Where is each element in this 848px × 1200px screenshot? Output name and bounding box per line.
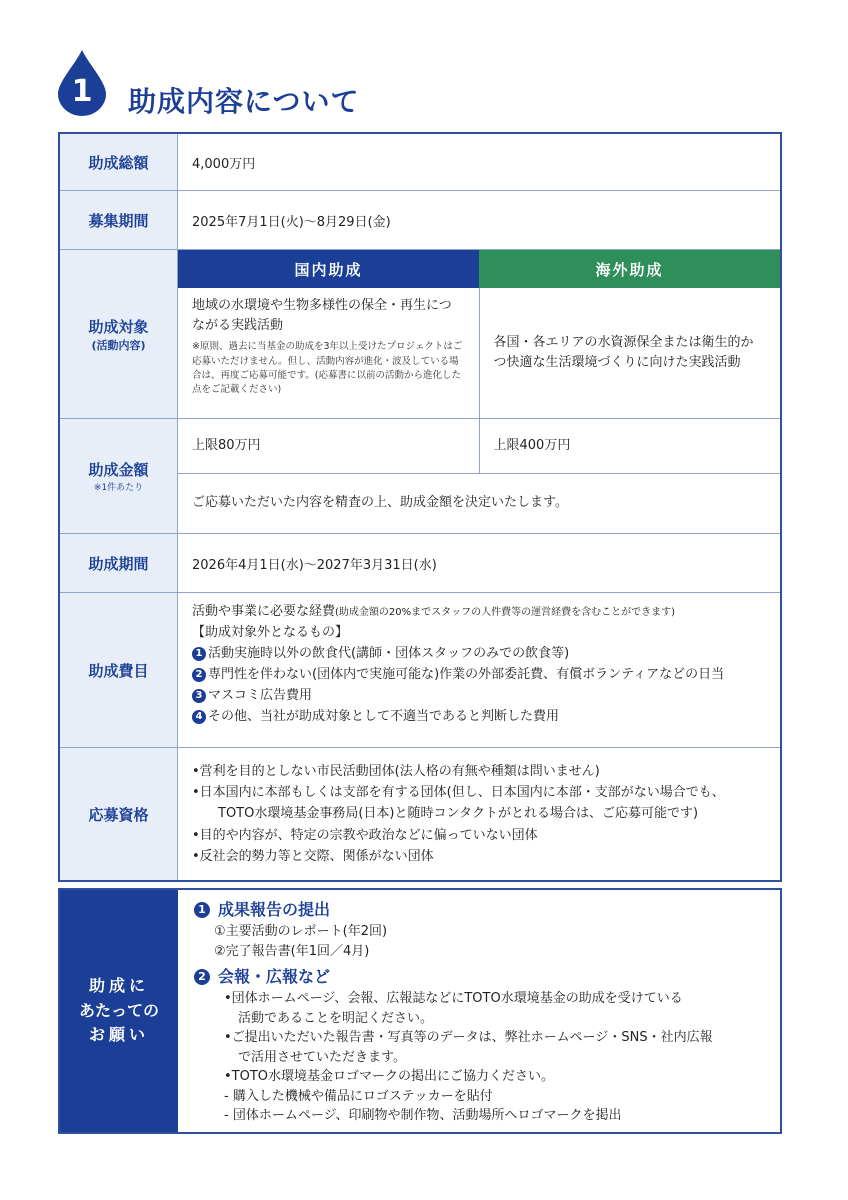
value-total: 4,000万円 bbox=[192, 156, 256, 172]
heading-text: 会報・広報など bbox=[218, 967, 331, 986]
request-label-line: あたっての bbox=[78, 1000, 159, 1020]
domestic-target bbox=[178, 288, 480, 418]
list-item: •ご提出いただいた報告書・写真等のデータは、弊社ホームページ・SNS・社内広報 bbox=[224, 1030, 713, 1045]
number-badge: 1 bbox=[192, 647, 206, 661]
overseas-header: 海外助成 bbox=[479, 250, 780, 288]
expense-item-text: その他、当社が助成対象として不適当であると判断した費用 bbox=[208, 709, 560, 725]
list-item: •目的や内容が、特定の宗教や政治などに偏っていない団体 bbox=[192, 827, 538, 843]
number-badge: 4 bbox=[192, 710, 206, 724]
request-label bbox=[60, 890, 178, 1132]
label-amount bbox=[60, 419, 178, 533]
row-eligibility bbox=[60, 747, 780, 880]
domestic-amount: 上限80万円 bbox=[178, 419, 480, 473]
expense-item-text: 専門性を伴わない(団体内で実施可能な)作業の外部委託費、有償ボランティアなどの日当 bbox=[208, 667, 725, 683]
label-amount-main: 助成金額 bbox=[88, 461, 149, 479]
page-title: 助成内容について bbox=[128, 85, 360, 118]
expenses-list bbox=[178, 593, 738, 747]
domestic-target-text: 地域の水環境や生物多様性の保全・再生につながる実践活動 bbox=[192, 298, 452, 334]
list-item: TOTO水環境基金事務局(日本)と随時コンタクトがとれる場合は、ご応募可能です) bbox=[218, 806, 699, 822]
excluded-title: 【助成対象外となるもの】 bbox=[192, 625, 349, 641]
label-target-sub: (活動内容) bbox=[91, 338, 146, 352]
expense-item-text: 活動実施時以外の飲食代(講師・団体スタッフのみでの飲食等) bbox=[208, 646, 570, 662]
list-item bbox=[192, 685, 724, 706]
section-heading-pr bbox=[194, 965, 768, 989]
domestic-target-note: ※原則、過去に当基金の助成を3年以上受けたプロジェクトはご応募いただけません。但し、活動内容が進化・波及している場合は、再度ご応募可能です。(応募書に以前の活動から進化した点をご記載ください) bbox=[192, 341, 463, 396]
request-label-line: お願い bbox=[88, 1025, 149, 1045]
amount-split bbox=[178, 419, 780, 533]
label-period: 募集期間 bbox=[60, 191, 178, 249]
list-item: - 団体ホームページ、印刷物や制作物、活動場所へロゴマークを掲出 bbox=[224, 1108, 622, 1123]
eligibility-list bbox=[178, 748, 739, 880]
list-item bbox=[192, 706, 724, 727]
overseas-amount: 上限400万円 bbox=[493, 437, 571, 453]
row-amount bbox=[60, 418, 780, 533]
list-item: •営利を目的としない市民活動団体(法人格の有無や種類は問いません) bbox=[192, 764, 600, 780]
value-grant-period: 2026年4月1日(水)～2027年3月31日(水) bbox=[192, 557, 437, 573]
domestic-header: 国内助成 bbox=[178, 250, 479, 288]
section-heading-report bbox=[194, 898, 768, 922]
request-content bbox=[178, 890, 780, 1132]
list-item: •日本国内に本部もしくは支部を有する団体(但し、日本国内に本部・支部がない場合でも、 bbox=[192, 785, 725, 801]
row-target bbox=[60, 249, 780, 418]
label-target-main: 助成対象 bbox=[88, 317, 149, 336]
expense-item-text: マスコミ広告費用 bbox=[208, 688, 313, 704]
list-item: ②完了報告書(年1回／4月) bbox=[214, 943, 370, 959]
number-badge: 3 bbox=[192, 689, 206, 703]
overseas-target-text: 各国・各エリアの水資源保全または衛生的かつ快適な生活環境づくりに向けた実践活動 bbox=[493, 334, 754, 370]
target-split bbox=[178, 250, 780, 418]
amount-note: ご応募いただいた内容を精査の上、助成金額を決定いたします。 bbox=[192, 495, 568, 511]
heading-text: 成果報告の提出 bbox=[218, 900, 331, 919]
number-badge: 2 bbox=[192, 668, 206, 682]
number-badge: 1 bbox=[194, 902, 210, 918]
row-grant-period bbox=[60, 533, 780, 592]
expenses-lead-sub: (助成金額の20%までスタッフの人件費等の運営経費を含むことができます) bbox=[335, 607, 676, 618]
list-item: ①主要活動のレポート(年2回) bbox=[214, 924, 388, 939]
overseas-target bbox=[480, 288, 781, 418]
list-item: - 購入した機械や備品にロゴステッカーを貼付 bbox=[224, 1088, 493, 1104]
list-item: で活用させていただきます。 bbox=[238, 1049, 406, 1065]
label-grant-period: 助成期間 bbox=[60, 534, 178, 592]
expenses-lead-line bbox=[192, 601, 724, 622]
grant-details-table bbox=[58, 132, 782, 882]
expenses-lead: 活動や事業に必要な経費 bbox=[192, 604, 336, 619]
section-number: 1 bbox=[71, 74, 93, 109]
list-item: 活動であることを明記ください。 bbox=[238, 1010, 434, 1026]
number-badge: 2 bbox=[194, 969, 210, 985]
row-total bbox=[60, 134, 780, 190]
list-item: •反社会的勢力等と交際、関係がない団体 bbox=[192, 848, 434, 864]
list-item: •団体ホームページ、会報、広報誌などにTOTO水環境基金の助成を受けている bbox=[224, 991, 683, 1006]
list-item: •TOTO水環境基金ロゴマークの掲出にご協力ください。 bbox=[224, 1069, 555, 1084]
request-box bbox=[58, 888, 782, 1134]
label-expenses: 助成費目 bbox=[60, 593, 178, 747]
request-label-line: 助成に bbox=[88, 975, 149, 995]
label-eligibility: 応募資格 bbox=[60, 748, 178, 880]
label-target bbox=[60, 250, 178, 418]
list-item bbox=[192, 664, 724, 685]
row-expenses bbox=[60, 592, 780, 747]
label-total: 助成総額 bbox=[60, 134, 178, 190]
label-amount-sub: ※1件あたり bbox=[93, 483, 144, 493]
value-period: 2025年7月1日(火)～8月29日(金) bbox=[192, 214, 391, 230]
row-period bbox=[60, 190, 780, 249]
list-item bbox=[192, 643, 724, 664]
